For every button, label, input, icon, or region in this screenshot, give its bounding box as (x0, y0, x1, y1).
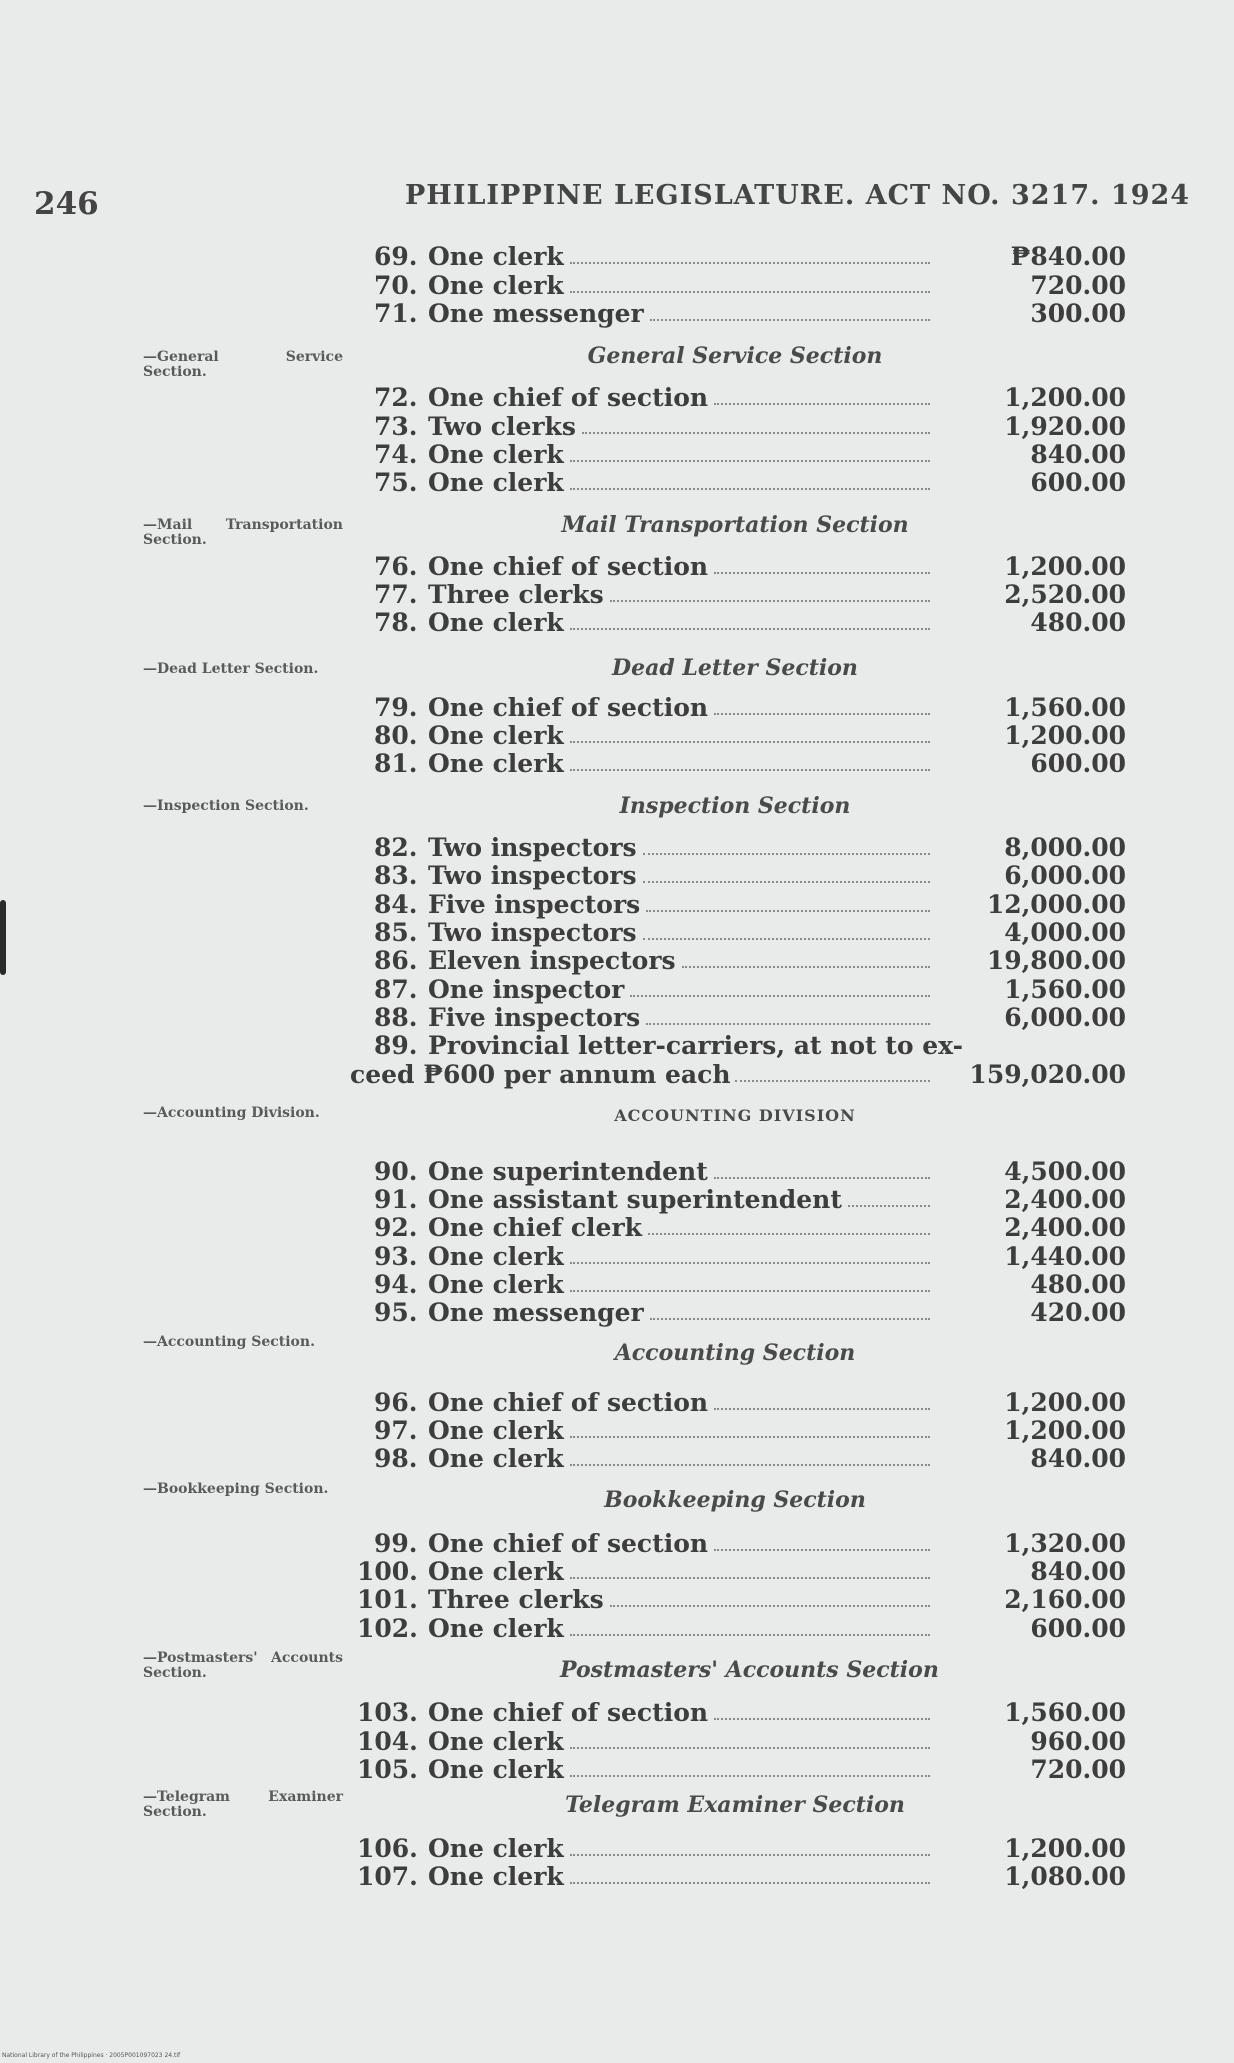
item-amount: 6,000.00 (1004, 1003, 1126, 1032)
dot-leader (570, 1577, 930, 1579)
dot-leader (570, 628, 930, 630)
item-description: One chief of section (428, 1698, 709, 1727)
item-number: 106. (357, 1834, 418, 1863)
dot-leader (570, 488, 930, 490)
margin-note: —Dead Letter Section. (143, 661, 319, 677)
section-heading: Mail Transportation Section (561, 512, 909, 538)
list-item (340, 413, 1126, 441)
item-description: One clerk (428, 440, 564, 469)
running-head: PHILIPPINE LEGISLATURE. ACT NO. 3217. 1924 (405, 180, 1191, 211)
dot-leader (570, 1882, 930, 1884)
item-number: 95. (374, 1298, 418, 1327)
dot-leader (735, 1080, 930, 1082)
list-item (340, 891, 1126, 919)
list-item (340, 1158, 1126, 1186)
item-amount: 720.00 (1030, 1755, 1126, 1784)
item-description: One clerk (428, 749, 564, 778)
dot-leader (582, 432, 930, 434)
dot-leader (610, 600, 930, 602)
item-amount: 1,560.00 (1004, 693, 1126, 722)
section-heading: ACCOUNTING DIVISION (614, 1106, 856, 1125)
dot-leader (714, 1177, 930, 1179)
dot-leader (570, 741, 930, 743)
list-item (340, 1186, 1126, 1214)
dot-leader (648, 1233, 930, 1235)
item-description: One clerk (428, 1727, 564, 1756)
item-number: 92. (374, 1213, 418, 1242)
margin-note: —Postmasters' Accounts Section. (143, 1650, 343, 1681)
item-number: 102. (357, 1614, 418, 1643)
item-description: Provincial letter-carriers, at not to ex- (428, 1031, 963, 1060)
dot-leader (643, 853, 930, 855)
list-item (340, 862, 1126, 890)
item-description: One chief of section (428, 383, 709, 412)
item-amount: 1,560.00 (1004, 1698, 1126, 1727)
item-description: Five inspectors (428, 1003, 641, 1032)
item-amount: 159,020.00 (969, 1060, 1126, 1089)
margin-note: —Bookkeeping Section. (143, 1481, 329, 1497)
item-number: 79. (374, 693, 418, 722)
item-amount: 1,200.00 (1004, 1416, 1126, 1445)
item-number: 71. (374, 299, 418, 328)
item-number: 86. (374, 946, 418, 975)
item-amount: 4,500.00 (1004, 1157, 1126, 1186)
list-item (340, 384, 1126, 412)
item-description: One chief of section (428, 552, 709, 581)
item-number: 94. (374, 1270, 418, 1299)
item-number: 83. (374, 861, 418, 890)
margin-note: —Inspection Section. (143, 798, 309, 814)
list-item (340, 1299, 1126, 1327)
item-description: One clerk (428, 1557, 564, 1586)
dot-leader (714, 713, 930, 715)
list-item (340, 441, 1126, 469)
item-number: 99. (374, 1529, 418, 1558)
item-amount: 600.00 (1030, 468, 1126, 497)
item-amount: 1,200.00 (1004, 552, 1126, 581)
list-item (340, 1615, 1126, 1643)
item-description: One chief of section (428, 1529, 709, 1558)
item-number: 81. (374, 749, 418, 778)
item-description: One assistant superintendent (428, 1185, 842, 1214)
item-description: One inspector (428, 975, 625, 1004)
item-amount: 600.00 (1030, 749, 1126, 778)
margin-note: —General Service Section. (143, 349, 343, 380)
item-amount: 720.00 (1030, 271, 1126, 300)
item-description: One clerk (428, 1416, 564, 1445)
item-number: 91. (374, 1185, 418, 1214)
item-amount: 1,200.00 (1004, 1834, 1126, 1863)
list-item (340, 581, 1126, 609)
item-amount: 600.00 (1030, 1614, 1126, 1643)
dot-leader (650, 1318, 930, 1320)
item-amount: 12,000.00 (986, 890, 1126, 919)
item-amount: 420.00 (1030, 1298, 1126, 1327)
list-item (340, 919, 1126, 947)
dot-leader (570, 1262, 930, 1264)
list-item (340, 1389, 1126, 1417)
dot-leader (610, 1605, 930, 1607)
section-heading: Postmasters' Accounts Section (560, 1657, 939, 1683)
item-number: 70. (374, 271, 418, 300)
item-amount: 480.00 (1030, 608, 1126, 637)
dot-leader (570, 1854, 930, 1856)
list-item (340, 553, 1126, 581)
list-item (340, 1417, 1126, 1445)
dot-leader (570, 1747, 930, 1749)
item-number: 77. (374, 580, 418, 609)
dot-leader (570, 1436, 930, 1438)
item-number: 107. (357, 1862, 418, 1891)
item-number: 93. (374, 1242, 418, 1271)
list-item (340, 694, 1126, 722)
item-number: 78. (374, 608, 418, 637)
dot-leader (570, 460, 930, 462)
section-heading: Inspection Section (619, 793, 851, 819)
item-description: One messenger (428, 299, 644, 328)
list-item (340, 1558, 1126, 1586)
section-heading: Dead Letter Section (612, 655, 858, 681)
item-description: Three clerks (428, 1585, 604, 1614)
dot-leader (570, 1634, 930, 1636)
item-number: 76. (374, 552, 418, 581)
margin-note: —Accounting Division. (143, 1105, 320, 1121)
list-item (340, 469, 1126, 497)
list-item (340, 1863, 1126, 1891)
list-item (340, 1530, 1126, 1558)
list-item (340, 750, 1126, 778)
item-number: 88. (374, 1003, 418, 1032)
item-amount: 19,800.00 (986, 946, 1126, 975)
dot-leader (650, 319, 930, 321)
list-item (340, 1728, 1126, 1756)
dot-leader (570, 262, 930, 264)
dot-leader (714, 1549, 930, 1551)
list-item (340, 947, 1126, 975)
item-number: 80. (374, 721, 418, 750)
list-item (340, 1835, 1126, 1863)
dot-leader (570, 1775, 930, 1777)
scan-edge-mark (0, 900, 6, 975)
scan-reference: National Library of the Philippines · 2005P001097023 24.tif (2, 2052, 181, 2059)
item-amount: 960.00 (1030, 1727, 1126, 1756)
item-amount: 2,160.00 (1004, 1585, 1126, 1614)
item-amount: ₱840.00 (1010, 242, 1126, 271)
dot-leader (646, 910, 930, 912)
item-description: Two clerks (428, 412, 576, 441)
dot-leader (714, 1718, 930, 1720)
list-item (340, 243, 1126, 271)
item-description: One clerk (428, 1755, 564, 1784)
list-item (340, 1004, 1126, 1032)
list-item (340, 1243, 1126, 1271)
item-description: One chief of section (428, 693, 709, 722)
item-description: One clerk (428, 1242, 564, 1271)
item-description: One chief of section (428, 1388, 709, 1417)
dot-leader (570, 1290, 930, 1292)
item-description: Two inspectors (428, 833, 637, 862)
list-item (340, 1214, 1126, 1242)
item-number: 69. (374, 242, 418, 271)
item-description: One clerk (428, 1834, 564, 1863)
list-item (340, 834, 1126, 862)
margin-note: —Accounting Section. (143, 1334, 315, 1350)
item-number: 84. (374, 890, 418, 919)
item-description: One clerk (428, 608, 564, 637)
section-heading: General Service Section (587, 343, 883, 369)
item-description: One messenger (428, 1298, 644, 1327)
dot-leader (646, 1023, 930, 1025)
dot-leader (714, 572, 930, 574)
list-item (340, 976, 1126, 1004)
section-heading: Accounting Section (614, 1340, 856, 1366)
dot-leader (714, 403, 930, 405)
item-amount: 1,080.00 (1004, 1862, 1126, 1891)
item-amount: 300.00 (1030, 299, 1126, 328)
item-description: One clerk (428, 1614, 564, 1643)
list-item (340, 300, 1126, 328)
item-description: One clerk (428, 271, 564, 300)
dot-leader (630, 995, 930, 997)
item-number: 82. (374, 833, 418, 862)
item-description: Eleven inspectors (428, 946, 676, 975)
item-amount: 1,200.00 (1004, 383, 1126, 412)
item-amount: 8,000.00 (1004, 833, 1126, 862)
item-number: 96. (374, 1388, 418, 1417)
item-amount: 840.00 (1030, 1557, 1126, 1586)
item-number: 72. (374, 383, 418, 412)
dot-leader (643, 938, 930, 940)
item-number: 90. (374, 1157, 418, 1186)
dot-leader (570, 769, 930, 771)
list-item (340, 609, 1126, 637)
item-amount: 2,520.00 (1004, 580, 1126, 609)
item-amount: 2,400.00 (1004, 1185, 1126, 1214)
list-item (340, 1445, 1126, 1473)
item-description: Five inspectors (428, 890, 641, 919)
item-description: Two inspectors (428, 918, 637, 947)
item-description: One superintendent (428, 1157, 708, 1186)
item-description: Two inspectors (428, 861, 637, 890)
dot-leader (570, 1464, 930, 1466)
item-description: ceed ₱600 per annum each (350, 1060, 731, 1089)
dot-leader (643, 881, 930, 883)
item-number: 101. (357, 1585, 418, 1614)
item-number: 85. (374, 918, 418, 947)
item-amount: 2,400.00 (1004, 1213, 1126, 1242)
item-amount: 1,320.00 (1004, 1529, 1126, 1558)
item-number: 104. (357, 1727, 418, 1756)
item-number: 103. (357, 1698, 418, 1727)
item-description: One chief clerk (428, 1213, 642, 1242)
item-number: 75. (374, 468, 418, 497)
dot-leader (714, 1408, 930, 1410)
item-description: Three clerks (428, 580, 604, 609)
item-amount: 480.00 (1030, 1270, 1126, 1299)
item-description: One clerk (428, 1444, 564, 1473)
item-description: One clerk (428, 721, 564, 750)
item-number: 98. (374, 1444, 418, 1473)
list-item (340, 1699, 1126, 1727)
margin-note: —Mail Transportation Section. (143, 517, 343, 548)
item-number: 97. (374, 1416, 418, 1445)
item-amount: 1,560.00 (1004, 975, 1126, 1004)
list-item (340, 1032, 1126, 1060)
item-amount: 840.00 (1030, 1444, 1126, 1473)
dot-leader (570, 291, 930, 293)
item-amount: 1,200.00 (1004, 1388, 1126, 1417)
page-number: 246 (34, 186, 99, 222)
list-item (340, 1061, 1126, 1089)
item-amount: 1,920.00 (1004, 412, 1126, 441)
item-description: One clerk (428, 242, 564, 271)
item-amount: 840.00 (1030, 440, 1126, 469)
margin-note: —Telegram Examiner Section. (143, 1789, 343, 1820)
item-amount: 1,200.00 (1004, 721, 1126, 750)
dot-leader (848, 1205, 930, 1207)
item-amount: 6,000.00 (1004, 861, 1126, 890)
item-number: 100. (357, 1557, 418, 1586)
item-number: 89. (374, 1031, 418, 1060)
list-item (340, 722, 1126, 750)
item-number: 74. (374, 440, 418, 469)
list-item (340, 272, 1126, 300)
item-description: One clerk (428, 1862, 564, 1891)
item-amount: 1,440.00 (1004, 1242, 1126, 1271)
list-item (340, 1586, 1126, 1614)
item-description: One clerk (428, 468, 564, 497)
item-number: 73. (374, 412, 418, 441)
item-number: 105. (357, 1755, 418, 1784)
list-item (340, 1271, 1126, 1299)
item-description: One clerk (428, 1270, 564, 1299)
list-item (340, 1756, 1126, 1784)
section-heading: Telegram Examiner Section (565, 1792, 905, 1818)
item-amount: 4,000.00 (1004, 918, 1126, 947)
dot-leader (682, 966, 930, 968)
section-heading: Bookkeeping Section (604, 1487, 866, 1513)
item-number: 87. (374, 975, 418, 1004)
